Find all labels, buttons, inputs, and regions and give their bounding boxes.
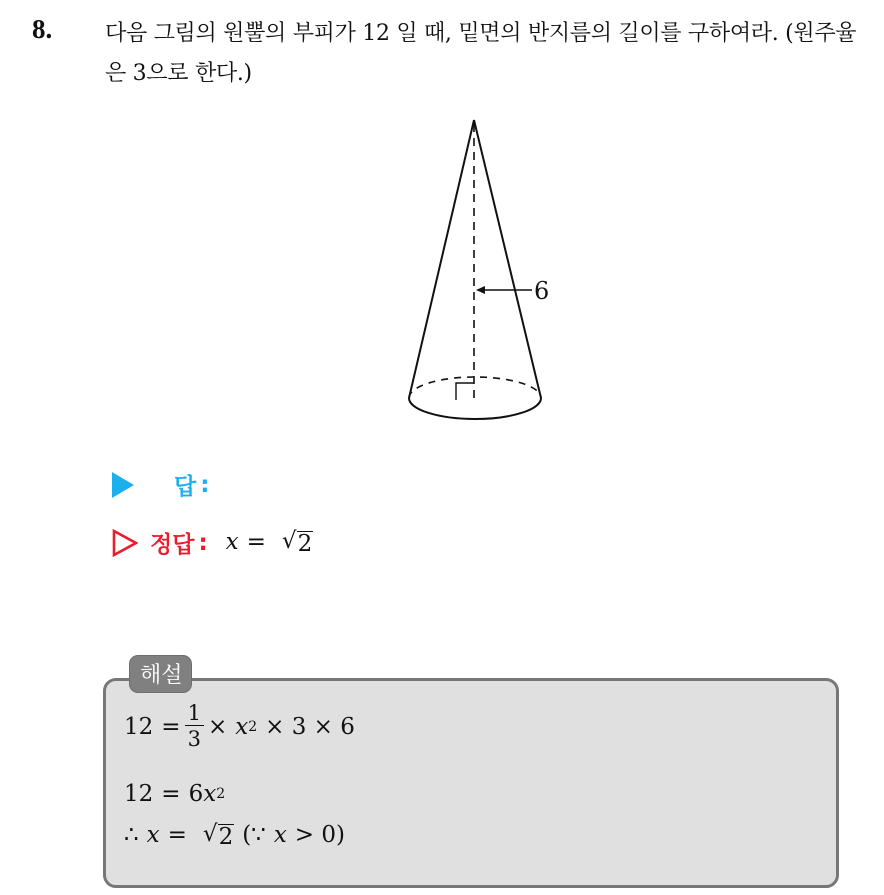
answer-equals: = [246, 529, 266, 556]
correct-answer-row [112, 526, 313, 559]
eq1-lhs: 12 [124, 713, 154, 740]
correct-colon: : [198, 529, 208, 556]
eq1-exponent: 2 [248, 718, 258, 735]
question-text: 다음 그림의 원뿔의 부피가 12 일 때, 밑면의 반지름의 길이를 구하여라. (원주율은 3으로 한다.) [105, 21, 857, 86]
answer-variable: x [225, 529, 239, 556]
correct-label: 정답 [150, 532, 195, 558]
cone-right-edge [474, 120, 541, 398]
eq2-variable: x [203, 781, 217, 807]
eq3-radical-sign: √ [202, 821, 218, 847]
therefore-symbol: ∴ [124, 822, 139, 849]
solution-tab: 해설 [129, 655, 192, 693]
answer-label: 답 [174, 474, 197, 500]
cone-base-back [409, 377, 541, 398]
eq3-radicand: 2 [218, 824, 234, 850]
condition-variable: x [273, 822, 287, 849]
solution-line-1 [124, 701, 355, 752]
eq3-sqrt [203, 821, 234, 849]
eq1-equals: = [161, 713, 181, 740]
fraction-numerator: 1 [185, 701, 204, 726]
radical-sign: √ [281, 528, 297, 555]
eq3-equals: = [167, 822, 187, 849]
height-arrow-head [476, 286, 485, 294]
eq2-coefficient: 6 [188, 781, 204, 807]
eq2-lhs: 12 [124, 781, 154, 807]
play-triangle-icon [112, 472, 134, 498]
solution-line-3 [124, 821, 345, 849]
condition-rest: > 0) [294, 822, 345, 849]
right-angle-mark [456, 383, 474, 400]
answer-colon: : [200, 471, 210, 498]
eq1-rest: × 3 × 6 [265, 713, 355, 740]
solution-line-2 [124, 781, 225, 807]
answer-sqrt [282, 528, 313, 556]
eq1-times: × [207, 713, 228, 740]
answer-radicand: 2 [297, 531, 313, 558]
eq1-variable: x [235, 713, 249, 740]
answer-row [112, 468, 209, 501]
eq2-equals: = [161, 781, 181, 807]
solution-box [103, 678, 839, 888]
outline-triangle-icon [112, 529, 138, 557]
height-label: 6 [534, 277, 550, 305]
cone-base-front [409, 398, 541, 419]
eq2-exponent: 2 [216, 786, 226, 802]
cone-left-edge [409, 120, 474, 398]
eq3-variable: x [146, 822, 160, 849]
fraction-denominator: 3 [187, 727, 201, 751]
correct-answer-math [226, 528, 314, 556]
cone-figure [390, 110, 560, 430]
question-number: 8. [32, 14, 53, 44]
because-open: (∵ [242, 822, 266, 849]
fraction [185, 701, 204, 752]
